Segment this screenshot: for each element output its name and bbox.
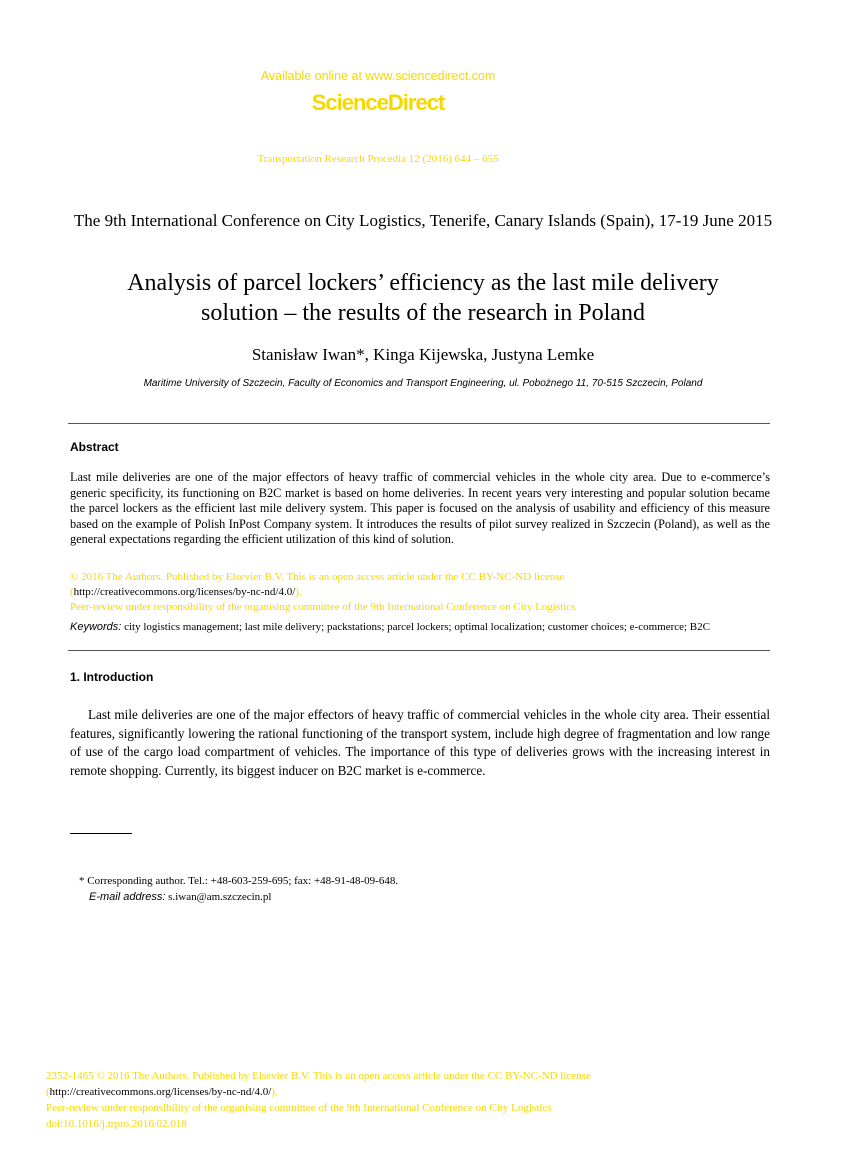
divider-bottom bbox=[68, 650, 770, 651]
title-line-1: Analysis of parcel lockers’ efficiency as the last mile delivery bbox=[127, 270, 719, 296]
peer-review-line: Peer-review under responsibility of the organising committee of the 9th International Conference on City Logistics bbox=[70, 601, 576, 613]
bottom-url-link[interactable]: http://creativecommons.org/licenses/by-nc-nd/4.0/ bbox=[49, 1086, 272, 1098]
license-url-line bbox=[70, 585, 770, 600]
introduction-heading: 1. Introduction bbox=[70, 670, 154, 684]
license-paren-open: ( bbox=[70, 586, 74, 598]
introduction-text: Last mile deliveries are one of the major effectors of heavy traffic of commercial vehicles in the whole city area. Their essential features, significantly lowering the rational functioning of the transport system, include high degree of fragmentation and low range of use of the cargo load compartment of vehicles. The importance of this type of deliveries grows with the increasing interest in remote shopping. Currently, its biggest inducer on B2C market is e-commerce. bbox=[70, 707, 770, 778]
license-url-link[interactable]: http://creativecommons.org/licenses/by-nc-nd/4.0/ bbox=[73, 586, 296, 598]
sciencedirect-logo: ScienceDirect bbox=[311, 90, 445, 115]
doi-line[interactable]: doi:10.1016/j.trpro.2016.02.018 bbox=[46, 1118, 187, 1130]
conference-name: The 9th International Conference on City Logistics, Tenerife, Canary Islands (Spain), 17-19 June 2015 bbox=[73, 211, 773, 230]
email-line bbox=[79, 889, 769, 905]
license-paren-close: ). bbox=[295, 586, 302, 598]
keywords-line bbox=[70, 621, 770, 633]
footnote-divider bbox=[70, 833, 132, 834]
author-affiliation: Maritime University of Szczecin, Faculty of Economics and Transport Engineering, ul. Pobożnego 11, 70-515 Szczecin, Poland bbox=[143, 378, 703, 389]
keywords-label: Keywords: bbox=[70, 621, 122, 633]
bottom-paren-close: ). bbox=[271, 1086, 278, 1098]
license-line: © 2016 The Authors. Published by Elsevier B.V. This is an open access article under the CC BY-NC-ND license bbox=[70, 571, 565, 583]
author-list: Stanisław Iwan*, Kinga Kijewska, Justyna Lemke bbox=[251, 345, 595, 364]
available-online-text[interactable]: Available online at www.sciencedirect.com bbox=[260, 69, 496, 83]
bottom-peer-review: Peer-review under responsibility of the organising committee of the 9th International Conference on City Logistics bbox=[46, 1102, 552, 1114]
issn-line: 2352-1465 © 2016 The Authors. Published by Elsevier B.V. This is an open access article under the CC BY-NC-ND license bbox=[46, 1070, 591, 1082]
email-address[interactable]: s.iwan@am.szczecin.pl bbox=[168, 891, 272, 903]
license-block bbox=[70, 570, 770, 615]
bottom-license-block bbox=[46, 1068, 786, 1132]
journal-citation: Transportation Research Procedia 12 (2016) 644 – 655 bbox=[257, 153, 499, 165]
bottom-paren-open: ( bbox=[46, 1086, 50, 1098]
corresponding-author-note: * Corresponding author. Tel.: +48-603-259-695; fax: +48-91-48-09-648. bbox=[79, 875, 399, 887]
email-label: E-mail address: bbox=[89, 891, 166, 903]
abstract-text: Last mile deliveries are one of the major effectors of heavy traffic of commercial vehicles in the whole city area. Due to e-commerce’s generic specificity, its functioning on B2C market is based on home deliveries. In recent years very interesting and popular solution became the parcel lockers as the efficient last mile delivery system. This paper is focused on the analysis of usability and efficiency of this measure based on the example of Polish InPost Company system. It introduces the results of pilot survey realized in Szczecin (Poland), as well as the general expectations regarding the efficient utilization of this kind of solution. bbox=[70, 470, 770, 546]
title-line-2: solution – the results of the research in Poland bbox=[201, 300, 645, 326]
footnote bbox=[79, 873, 769, 905]
bottom-url-line bbox=[46, 1084, 786, 1100]
divider-top bbox=[68, 423, 770, 424]
abstract-heading: Abstract bbox=[70, 440, 119, 454]
paper-title bbox=[60, 268, 786, 328]
keywords-text: city logistics management; last mile delivery; packstations; parcel lockers; optimal localization; customer choices; e-commerce; B2C bbox=[124, 621, 710, 633]
